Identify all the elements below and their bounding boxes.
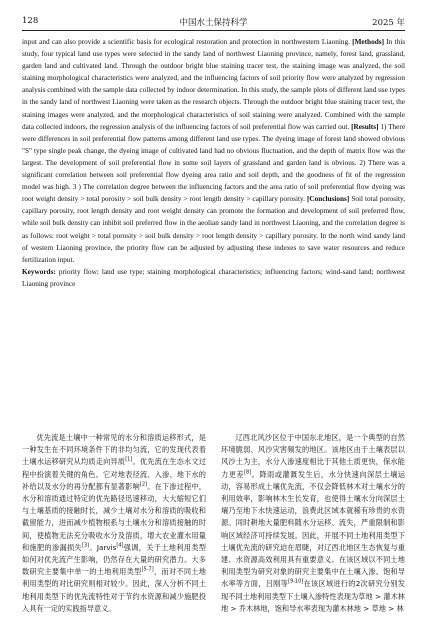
text-run: 。Jarvis: [89, 542, 117, 552]
text-run: 辽西北风沙区位于中国东北地区，是一个典型的自然环境脆弱、风沙灾害频发的地区。该地区由于土壤表层以风沙土为主，水分入渗速度相比于其他土质更快，保水能力更差: [221, 433, 405, 479]
text-run: 强调，关于土地利用类型如何对优先流产生影响，仍然存在大量的研究潜力。大多数研究主要集中单一的土地利用类型: [22, 542, 206, 577]
keywords-text: priority flow; land use type; staining morphological characteristics; influencing factors; wind-sand land; northwest Liaoning province: [22, 267, 405, 288]
body-columns: [22, 432, 405, 628]
citation: [8]: [244, 469, 252, 476]
citation: [9-10]: [288, 579, 304, 586]
text-run: ，而对不同土地利用类型的对比研究则相对较少。因此，深入分析不同土地利用类型下的优先流特性对于节约水资源和减少施肥投入具有一定的实践指导意义。: [22, 567, 206, 613]
results-label: [Results]: [351, 122, 379, 131]
conclusions-label: [Conclusions]: [306, 195, 350, 204]
text-run: 优先流是土壤中一种常见的水分和溶质运移形式，是一种发生在不同环境条件下的非均匀流，它的发现代表着土壤水运移研究从均质走向异质: [22, 433, 206, 467]
left-column: [22, 432, 206, 628]
keywords-line: [22, 266, 405, 290]
journal-title: 中国水土保持科学: [179, 18, 248, 28]
methods-label: [Methods]: [352, 38, 384, 46]
running-header: [22, 14, 405, 31]
text-run: 。优先流在生态水文过程中扮演着关键的角色。它对地表径流、入渗、地下水的补给以及水分的再分配都有显著影响: [22, 457, 206, 491]
right-column: [221, 432, 405, 628]
abstract-intro: input and can also provide a scientific basis for ecological restoration and protection in northwestern Liaoning.: [22, 38, 350, 46]
abstract-body: [22, 36, 405, 266]
citation: [5-7]: [141, 566, 154, 573]
keywords-label: Keywords:: [22, 267, 56, 276]
citation: [1]: [125, 457, 133, 464]
text-run: 在该区域进行的2次研究分别发现不同土地利用类型下土壤入渗特性表现为草地 > 灌木林地 > 乔木林地，饱和导水率表现为灌木林地 > 草地 > 林: [221, 579, 405, 613]
citation: [3]: [82, 542, 90, 549]
citation: [2]: [139, 481, 148, 488]
publication-year: 2025 年: [372, 18, 405, 28]
text-run: 。在下渗过程中，水分和溶质通过特定的优先路径迅速移动，大大缩短它们与土壤基质的接触时长，减少土壤对水分和溶质的吸收和截留能力，进而减少植物根系与土壤水分和溶质接触的时间，使植物无法充分吸收水分及溶质，增大农业灌水用量和施肥的渗漏损失: [22, 481, 206, 552]
left-paragraph: [22, 432, 206, 615]
results-text: 1) There were differences in soil preferential flow patterns among different land use types. The dyeing image of forest land showed obvious "S" type single peak change, the dyeing image of cultivated land had no obvious fluctuation, and the depth of matrix flow was the largest. The development of soil preferential flow in some soil layers of grassland and garden land is obvious. 2) There was a significant correlation between soil preferential flow dyeing area ratio and soil depth, and the goodness of fit of the regression model was high. 3 ) The correlation degree between the influencing factors and the area ratio of soil preferential flow dyeing was root weight density > total porosity > soil bulk density > root length density > capillary porosity.: [22, 122, 406, 204]
right-paragraph: [221, 432, 405, 615]
text-run: 。降雨或灌溉发生后，水分快速向深层土壤运动，容易形成土壤优先流，不仅会降低林木对土壤水分的利用效率，影响林木生长发育，也使得土壤水分向深层土壤乃至地下水快速运动，浪费此区域本就稀有珍贵的水资源。同时耕地大量肥料随水分运移、流失，严重限制和影响区域经济可持续发展。因此，开展不同土地利用类型下土壤优先流的研究迫在眉睫，对辽西北地区生态恢复与重建、水资源高效利用具有重要意义。在该区域以不同土地利用类型为研究对象的研究主要集中在土壤入渗、饱和导水率等方面，吕刚等: [221, 469, 405, 589]
english-abstract: [22, 36, 405, 290]
conclusions-text: Soil total porosity, capillary porosity, root length density and root weight density can promote the formation and development of soil preferred flow, while soil bulk density can inhibit soil preferred flow in the aeolian sandy land in northwest Liaoning, and the correlation degree is as follows: root weight > total porosity > soil bulk density > root length density > capillary porosity. In the north wind sandy land of western Liaoning province, the priority flow can be adjusted by adjusting these indexes to save water resources and reduce fertilization input.: [22, 195, 406, 264]
citation: [4]: [116, 542, 124, 549]
methods-text: In this study, four typical land use types were selected in the sandy land of northwest Liaoning province, namely, forest land, grassland, garden land and cultivated land. Through the outdoor bright blue staining tracer test, the staining image was analyzed, the soil staining morphological characteristics were analyzed, and the influencing factors of soil priority flow were analyzed by regression analysis combined with the sample data collected by indoor determination. In this study, the sample plots of different land use types in the sandy land of northwest Liaoning were taken as the research objects. Through the outdoor bright blue staining tracer test, the staining images were analyzed, and the morphological characteristics of soil staining were analyzed. Combined with the sample data collected indoors, the regression analysis of the influencing factors of soil preferential flow was carried out.: [22, 38, 406, 131]
page-number: 128: [22, 16, 39, 26]
